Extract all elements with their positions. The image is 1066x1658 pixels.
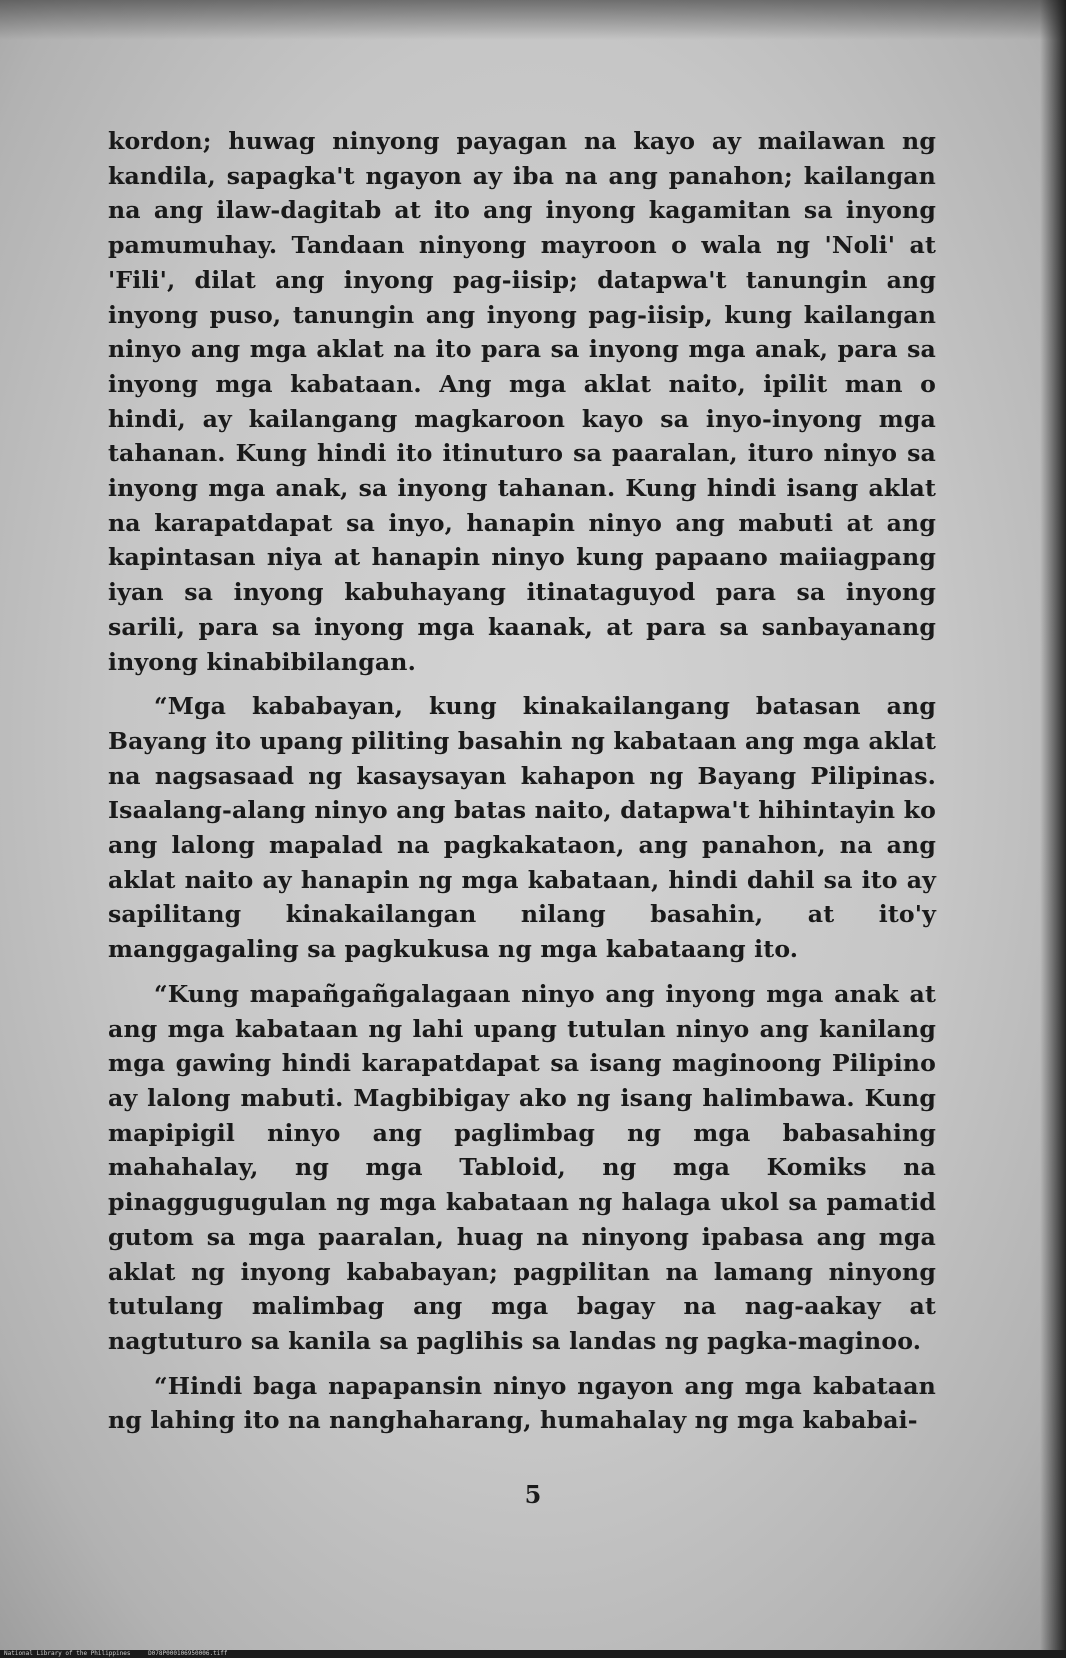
file-identifier: D078P000106950006.tiff — [148, 1650, 228, 1657]
scan-footer — [4, 1650, 228, 1658]
paragraph: “Mga kababayan, kung kinakailangang batasan ang Bayang ito upang piliting basahin ng kabataan ang mga aklat na nagsasaad ng kasaysayan kahapon ng Bayang Pilipinas. Isaalang-alang ninyo ang batas naito, datapwa't hihintayin ko ang lalong mapalad na pagkakataon, ang panahon, na ang aklat naito ay hanapin ng mga kabataan, hindi dahil sa ito ay sapilitang kinakailangan nilang basahin, at ito'y manggagaling sa pagkukusa ng mga kabataang ito. — [108, 692, 936, 964]
page-number: 5 — [524, 1480, 542, 1509]
body-text — [108, 124, 936, 1438]
paragraph: “Hindi baga napapansin ninyo ngayon ang mga kabataan ng lahing ito na nanghaharang, humahalay ng mga kababai- — [108, 1371, 936, 1435]
library-credit: National Library of the Philippines — [4, 1650, 131, 1657]
paragraph: “Kung mapañgañgalagaan ninyo ang inyong mga anak at ang mga kabataan ng lahi upang tutulan ninyo ang kanilang mga gawing hindi karapatdapat sa isang maginoong Pilipino ay lalong mabuti. Magbibigay ako ng isang halimbawa. Kung mapipigil ninyo ang paglimbag ng mga babasahing mahahalay, ng mga Tabloid, ng mga Komiks na pinaggugugulan ng mga kabataan ng halaga ukol sa pamatid gutom sa mga paaralan, huag na ninyong ipabasa ang mga aklat ng inyong kababayan; pagpilitan na lamang ninyong tutulang malimbag ang mga bagay na nag-aakay at nagtuturo sa kanila sa paglihis sa landas ng pagka-maginoo. — [108, 979, 936, 1355]
paragraph: kordon; huwag ninyong payagan na kayo ay mailawan ng kandila, sapagka't ngayon ay iba na ang panahon; kailangan na ang ilaw-dagitab at ito ang inyong kagamitan sa inyong pamumuhay. Tandaan ninyong mayroon o wala ng 'Noli' at 'Fili', dilat ang inyong pag-iisip; datapwa't tanungin ang inyong puso, tanungin ang inyong pag-iisip, kung kailangan ninyo ang mga aklat na ito para sa inyong mga anak, para sa inyong mga kabataan. Ang mga aklat naito, ipilit man o hindi, ay kailangang magkaroon kayo sa inyo-inyong mga tahanan. Kung hindi ito itinuturo sa paaralan, ituro ninyo sa inyong mga anak, sa inyong tahanan. Kung hindi isang aklat na karapatdapat sa inyo, hanapin ninyo ang mabuti at ang kapintasan niya at hanapin ninyo kung papaano maiiagpang iyan sa inyong kabuhayang itinataguyod para sa inyong sarili, para sa inyong mga kaanak, at para sa sanbayanang inyong kinabibilangan. — [108, 127, 936, 676]
